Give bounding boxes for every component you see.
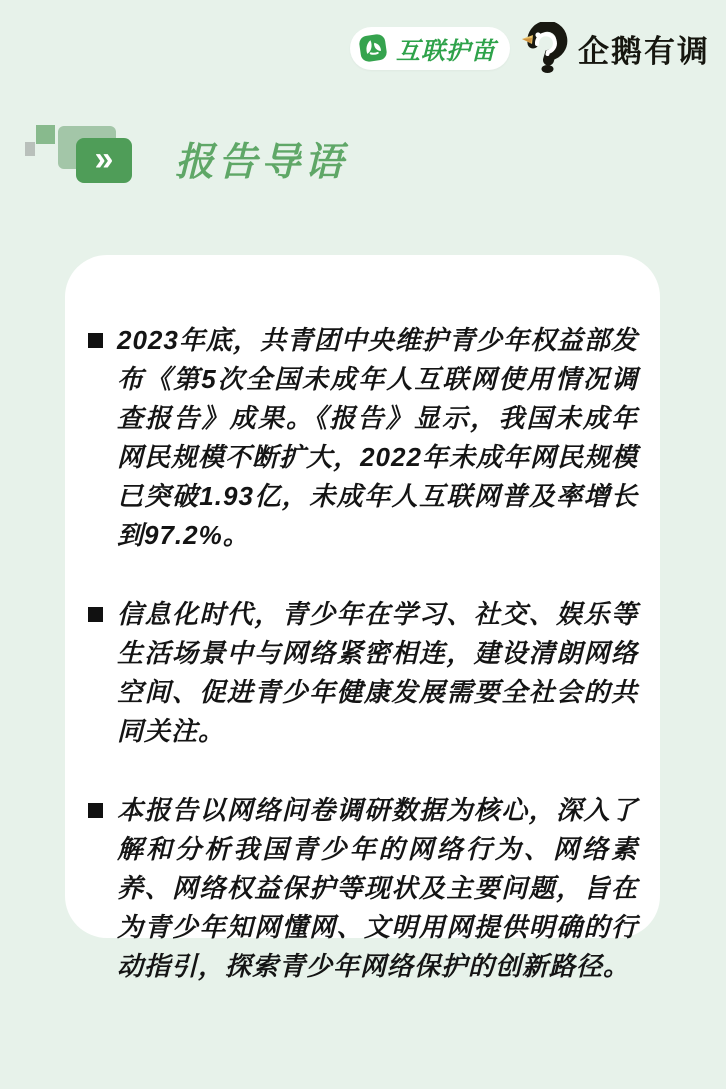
brand-logos — [350, 22, 710, 74]
bullet-square-icon — [88, 803, 103, 818]
bullet-item — [88, 595, 638, 751]
deco-square-green — [36, 125, 55, 144]
sprout-icon — [357, 32, 390, 65]
penguin-icon — [520, 22, 572, 74]
qiee-youdiao-label: 企鹅有调 — [578, 33, 710, 69]
qiee-youdiao-brand — [520, 22, 710, 74]
bullet-item — [88, 321, 638, 555]
bullet-text: 本报告以网络问卷调研数据为核心，深入了解和分析我国青少年的网络行为、网络素养、网络权益保护等现状及主要问题，旨在为青少年知网懂网、文明用网提供明确的行动指引，探索青少年网络保护的创新路径。 — [117, 795, 638, 981]
bullet-text: 2023年底，共青团中央维护青少年权益部发布《第5次全国未成年人互联网使用情况调查报告》成果。《报告》显示，我国未成年网民规模不断扩大，2022年未成年网民规模已突破1.93亿，未成年人互联网普及率增长到97.2%。 — [117, 325, 638, 550]
hulian-humiao-label: 互联护苗 — [396, 37, 496, 65]
hulian-humiao-badge — [350, 27, 510, 70]
bullet-item — [88, 791, 638, 986]
section-marker-decoration — [25, 118, 143, 190]
deco-square-gray — [25, 142, 35, 156]
bullet-text: 信息化时代，青少年在学习、社交、娱乐等生活场景中与网络紧密相连，建设清朗网络空间、促进青少年健康发展需要全社会的共同关注。 — [117, 599, 638, 746]
page-title: 报告导语 — [175, 141, 348, 184]
double-chevron-icon: » — [76, 138, 132, 183]
bullet-square-icon — [88, 607, 103, 622]
section-header — [25, 118, 347, 190]
intro-card — [65, 255, 660, 981]
bullet-square-icon — [88, 333, 103, 348]
